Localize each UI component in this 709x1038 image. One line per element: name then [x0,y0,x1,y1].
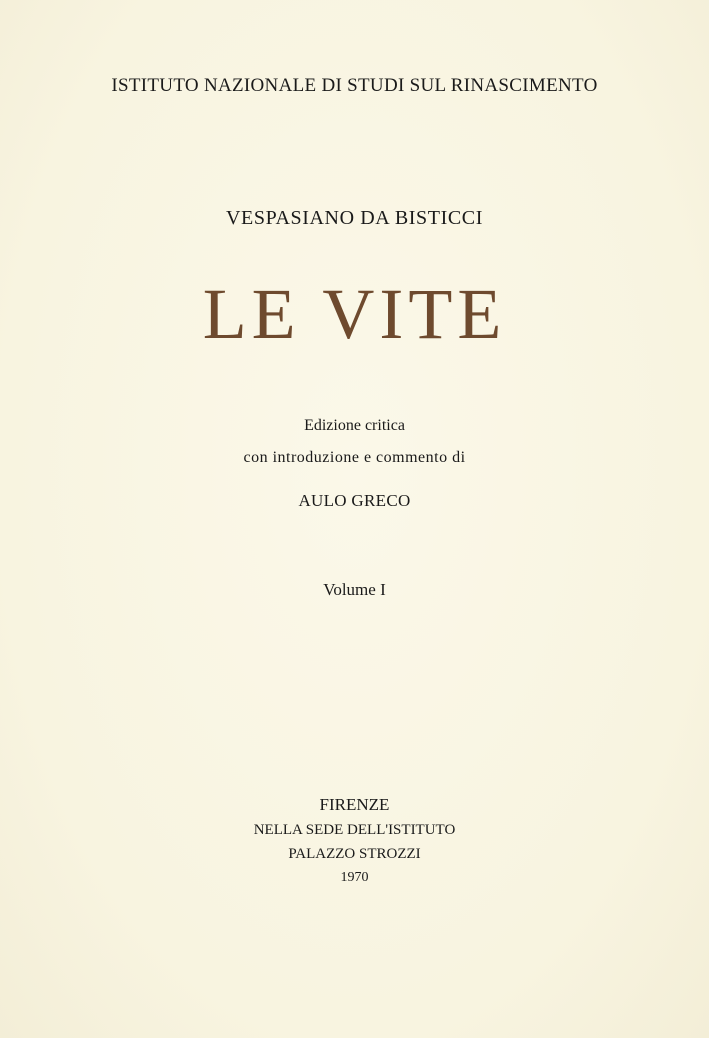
imprint-palace: PALAZZO STROZZI [288,846,421,862]
book-title: LE VITE [202,274,507,354]
intro-line: con introduzione e commento di [243,449,466,466]
institute-name: ISTITUTO NAZIONALE DI STUDI SUL RINASCIMENTO [111,75,598,96]
imprint-year: 1970 [340,870,369,885]
imprint-publisher: NELLA SEDE DELL'ISTITUTO [253,822,456,838]
volume-label: Volume I [323,580,386,599]
author-name: VESPASIANO DA BISTICCI [226,207,483,229]
editor-name: AULO GRECO [298,491,411,510]
edition-line: Edizione critica [304,417,405,434]
imprint-city: FIRENZE [319,795,390,814]
